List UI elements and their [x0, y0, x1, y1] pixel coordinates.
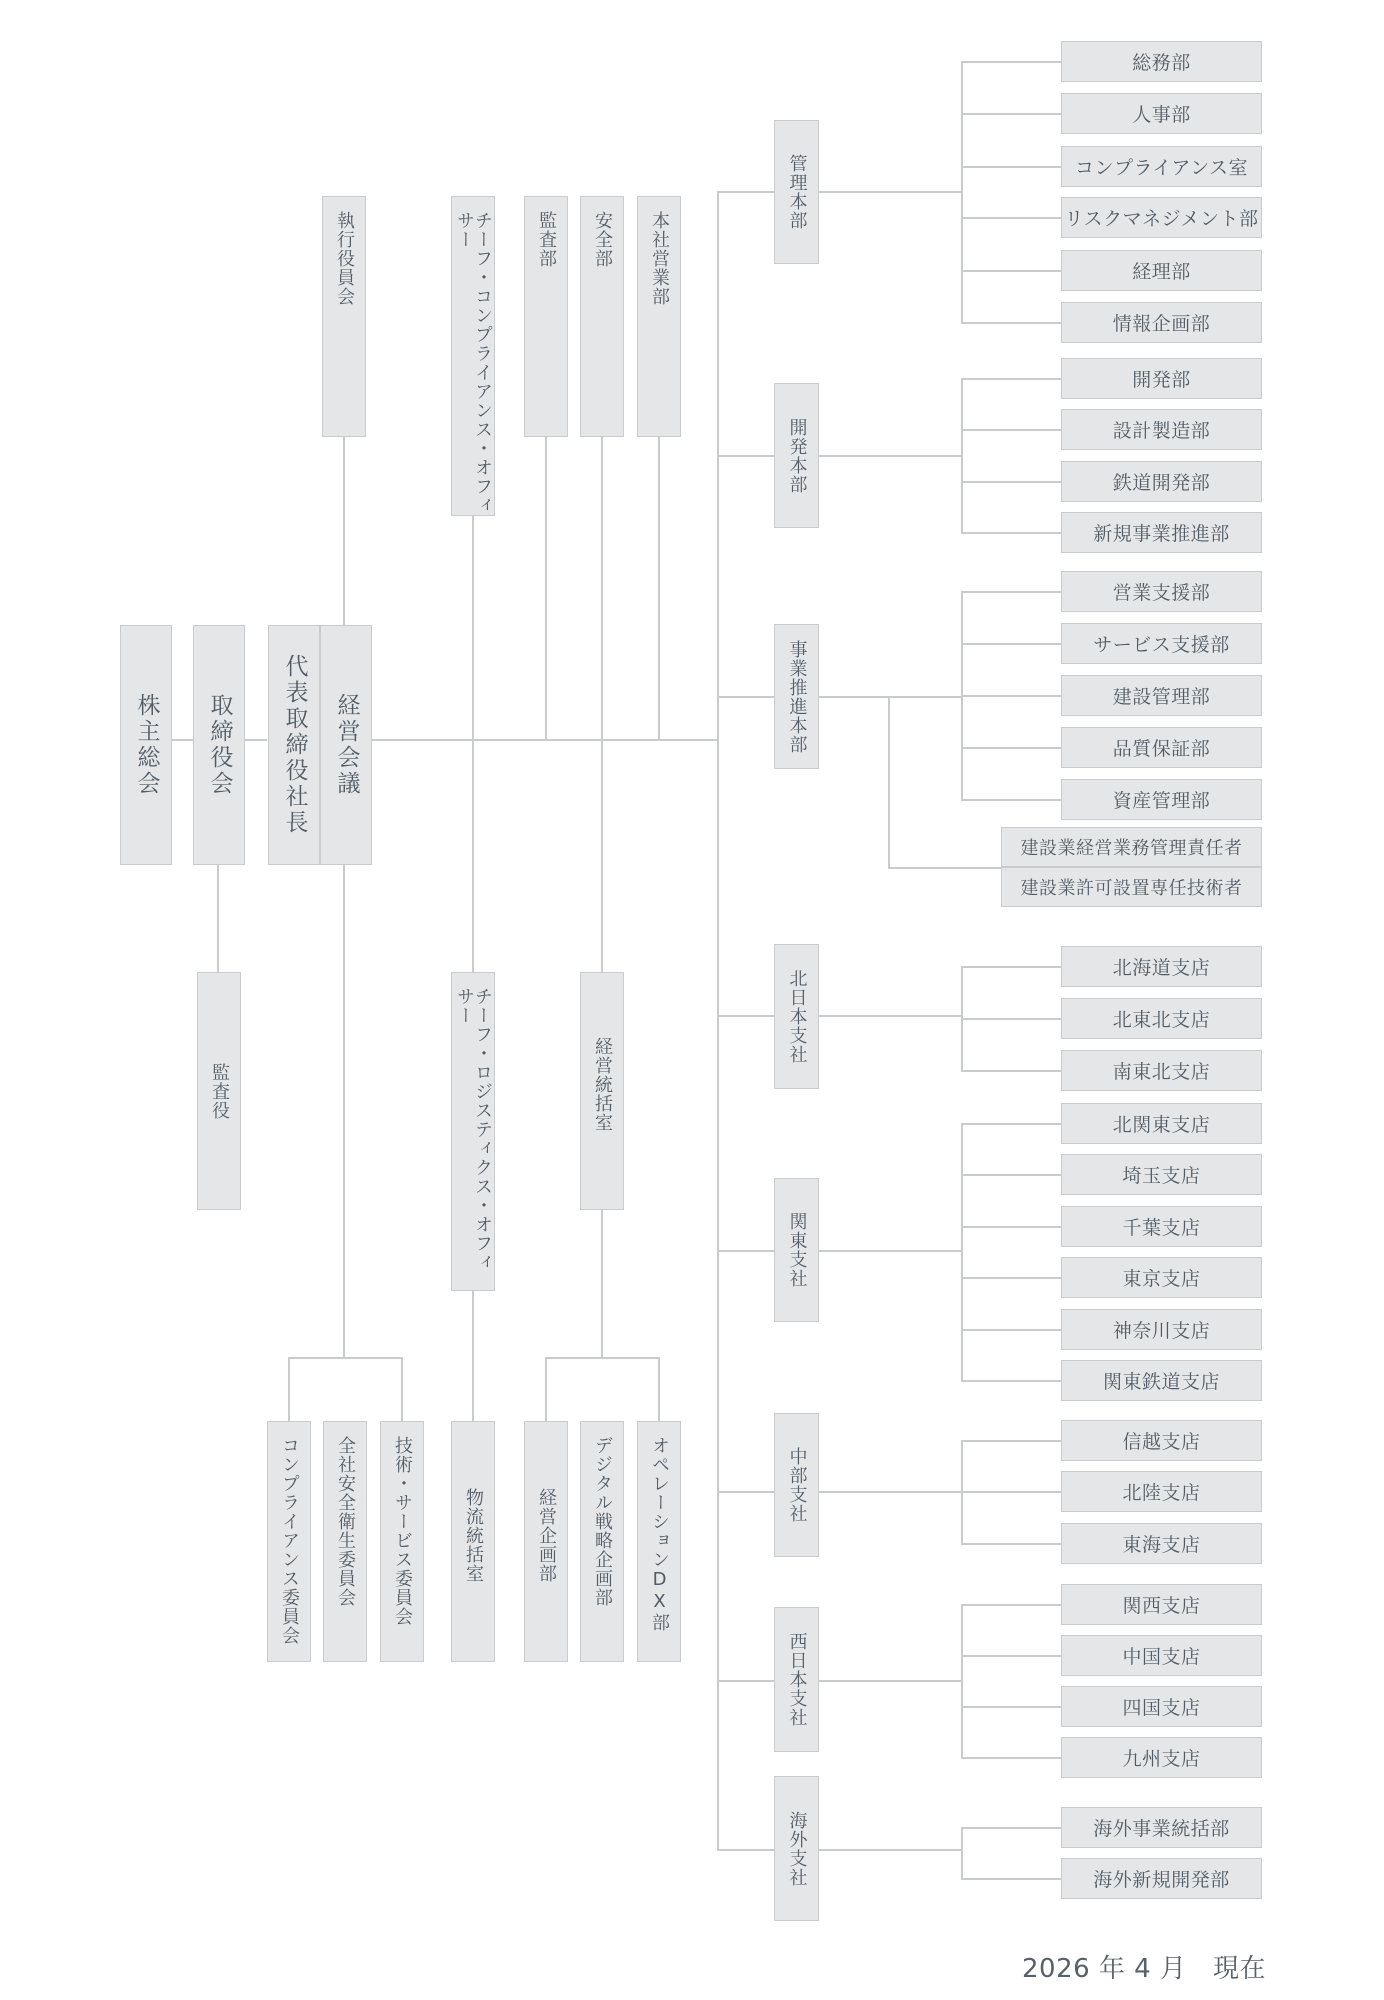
department-box: 品質保証部 — [1061, 727, 1262, 768]
connector — [545, 436, 547, 740]
connector — [717, 1491, 774, 1493]
department-box: 開発部 — [1061, 358, 1262, 399]
connector — [961, 1827, 963, 1879]
connector — [961, 61, 963, 323]
division-box: 管理本部 — [774, 120, 819, 264]
connector — [818, 1680, 962, 1682]
branch-box: 東海支店 — [1061, 1523, 1262, 1564]
connector — [472, 1289, 474, 1421]
department-box: 建設管理部 — [1061, 675, 1262, 716]
branch-box: 北東北支店 — [1061, 998, 1262, 1039]
connector — [217, 862, 219, 974]
division-box: 中部支社 — [774, 1413, 819, 1557]
connector — [401, 1357, 403, 1421]
connector — [343, 436, 345, 625]
connector — [343, 862, 345, 1358]
connector — [288, 1357, 402, 1359]
branch-box: 北関東支店 — [1061, 1103, 1262, 1144]
division-box: 関東支社 — [774, 1178, 819, 1322]
connector — [961, 217, 1062, 219]
connector — [961, 322, 1062, 324]
connector — [961, 113, 1062, 115]
department-box: 鉄道開発部 — [1061, 461, 1262, 502]
connector — [717, 1250, 774, 1252]
connector — [245, 739, 267, 741]
hq-sales-department-box: 本社営業部 — [637, 196, 681, 437]
connector — [717, 455, 774, 457]
connector — [818, 1491, 962, 1493]
connector — [961, 1329, 1062, 1331]
division-box: 事業推進本部 — [774, 624, 819, 769]
connector — [818, 1250, 962, 1252]
connector — [961, 378, 1062, 380]
branch-box: 千葉支店 — [1061, 1206, 1262, 1247]
department-box: 情報企画部 — [1061, 302, 1262, 343]
connector — [717, 1680, 774, 1682]
department-box: リスクマネジメント部 — [1061, 197, 1262, 238]
president-box: 代表取締役社長 — [268, 625, 320, 865]
connector — [601, 436, 603, 972]
department-box: 資産管理部 — [1061, 779, 1262, 820]
connector — [961, 1604, 963, 1758]
connector — [717, 191, 719, 1850]
connector — [961, 1878, 1062, 1880]
connector — [961, 1174, 1062, 1176]
branch-box: 東京支店 — [1061, 1257, 1262, 1298]
connector — [818, 191, 962, 193]
connector — [717, 1015, 774, 1017]
department-box: 人事部 — [1061, 93, 1262, 134]
branch-box: 海外事業統括部 — [1061, 1807, 1262, 1848]
connector — [961, 1018, 1062, 1020]
executive-committee-box: 執行役員会 — [322, 196, 366, 437]
department-box: 経理部 — [1061, 250, 1262, 291]
division-box: 開発本部 — [774, 383, 819, 528]
technical-engineer-box: 建設業許可設置専任技術者 — [1001, 867, 1262, 907]
chief-compliance-officer-box: チーフ・コンプライアンス・オフィサー — [451, 196, 495, 516]
connector — [961, 1543, 1062, 1545]
connector — [961, 643, 1062, 645]
connector — [961, 1123, 963, 1381]
connector — [961, 429, 1062, 431]
connector — [961, 1757, 1062, 1759]
connector — [961, 1655, 1062, 1657]
connector — [658, 436, 660, 740]
safety-health-committee-box: 全社安全衛生委員会 — [323, 1421, 367, 1662]
auditor-box: 監査役 — [197, 972, 241, 1210]
management-office-box: 経営統括室 — [580, 972, 624, 1210]
division-box: 西日本支社 — [774, 1607, 819, 1752]
as-of-date: 2026 年 4 月 現在 — [1021, 1954, 1266, 1984]
connector — [717, 696, 774, 698]
connector — [370, 739, 718, 741]
connector — [961, 270, 1062, 272]
branch-box: 北海道支店 — [1061, 946, 1262, 987]
branch-box: 北陸支店 — [1061, 1471, 1262, 1512]
department-box: 新規事業推進部 — [1061, 512, 1262, 553]
connector — [961, 1827, 1062, 1829]
connector — [888, 696, 890, 868]
branch-box: 埼玉支店 — [1061, 1154, 1262, 1195]
connector — [818, 1015, 962, 1017]
connector — [961, 1604, 1062, 1606]
connector — [172, 739, 194, 741]
corporate-planning-box: 経営企画部 — [524, 1421, 568, 1662]
branch-box: 信越支店 — [1061, 1420, 1262, 1461]
connector — [961, 61, 1062, 63]
branch-box: 九州支店 — [1061, 1737, 1262, 1778]
division-box: 海外支社 — [774, 1776, 819, 1921]
responsible-manager-box: 建設業経営業務管理責任者 — [1001, 827, 1262, 867]
audit-department-box: 監査部 — [524, 196, 568, 437]
connector — [961, 1440, 1062, 1442]
digital-strategy-box: デジタル戦略企画部 — [580, 1421, 624, 1662]
connector — [545, 1357, 659, 1359]
connector — [658, 1357, 660, 1421]
connector — [961, 1491, 1062, 1493]
department-box: 総務部 — [1061, 41, 1262, 82]
chief-logistics-officer-box: チーフ・ロジスティクス・オフィサー — [451, 972, 495, 1291]
connector — [472, 515, 474, 972]
branch-box: 関西支店 — [1061, 1584, 1262, 1625]
connector — [961, 532, 1062, 534]
branch-box: 中国支店 — [1061, 1635, 1262, 1676]
connector — [961, 747, 1062, 749]
connector — [961, 378, 963, 533]
connector — [961, 1706, 1062, 1708]
division-box: 北日本支社 — [774, 944, 819, 1089]
connector — [601, 1208, 603, 1358]
logistics-office-box: 物流統括室 — [451, 1421, 495, 1662]
connector — [818, 455, 962, 457]
connector — [888, 867, 1002, 869]
tech-service-committee-box: 技術・サービス委員会 — [380, 1421, 424, 1662]
department-box: サービス支援部 — [1061, 623, 1262, 664]
connector — [545, 1357, 547, 1421]
branch-box: 神奈川支店 — [1061, 1309, 1262, 1350]
management-council-box: 経営会議 — [320, 625, 372, 865]
connector — [961, 966, 1062, 968]
department-box: コンプライアンス室 — [1061, 146, 1262, 187]
connector — [818, 696, 962, 698]
connector — [717, 191, 774, 193]
branch-box: 海外新規開発部 — [1061, 1858, 1262, 1899]
connector — [961, 591, 1062, 593]
connector — [961, 799, 1062, 801]
connector — [961, 1070, 1062, 1072]
operations-dx-box: オペレーションDX部 — [637, 1421, 681, 1662]
connector — [961, 695, 1062, 697]
department-box: 営業支援部 — [1061, 571, 1262, 612]
branch-box: 関東鉄道支店 — [1061, 1360, 1262, 1401]
connector — [818, 1849, 962, 1851]
department-box: 設計製造部 — [1061, 409, 1262, 450]
safety-department-box: 安全部 — [580, 196, 624, 437]
board-of-directors-box: 取締役会 — [193, 625, 245, 865]
connector — [961, 1123, 1062, 1125]
shareholders-meeting-box: 株主総会 — [120, 625, 172, 865]
connector — [961, 166, 1062, 168]
connector — [961, 1226, 1062, 1228]
branch-box: 四国支店 — [1061, 1686, 1262, 1727]
branch-box: 南東北支店 — [1061, 1050, 1262, 1091]
compliance-committee-box: コンプライアンス委員会 — [267, 1421, 311, 1662]
connector — [961, 1277, 1062, 1279]
connector — [717, 1849, 774, 1851]
connector — [288, 1357, 290, 1421]
connector — [961, 1380, 1062, 1382]
connector — [961, 481, 1062, 483]
